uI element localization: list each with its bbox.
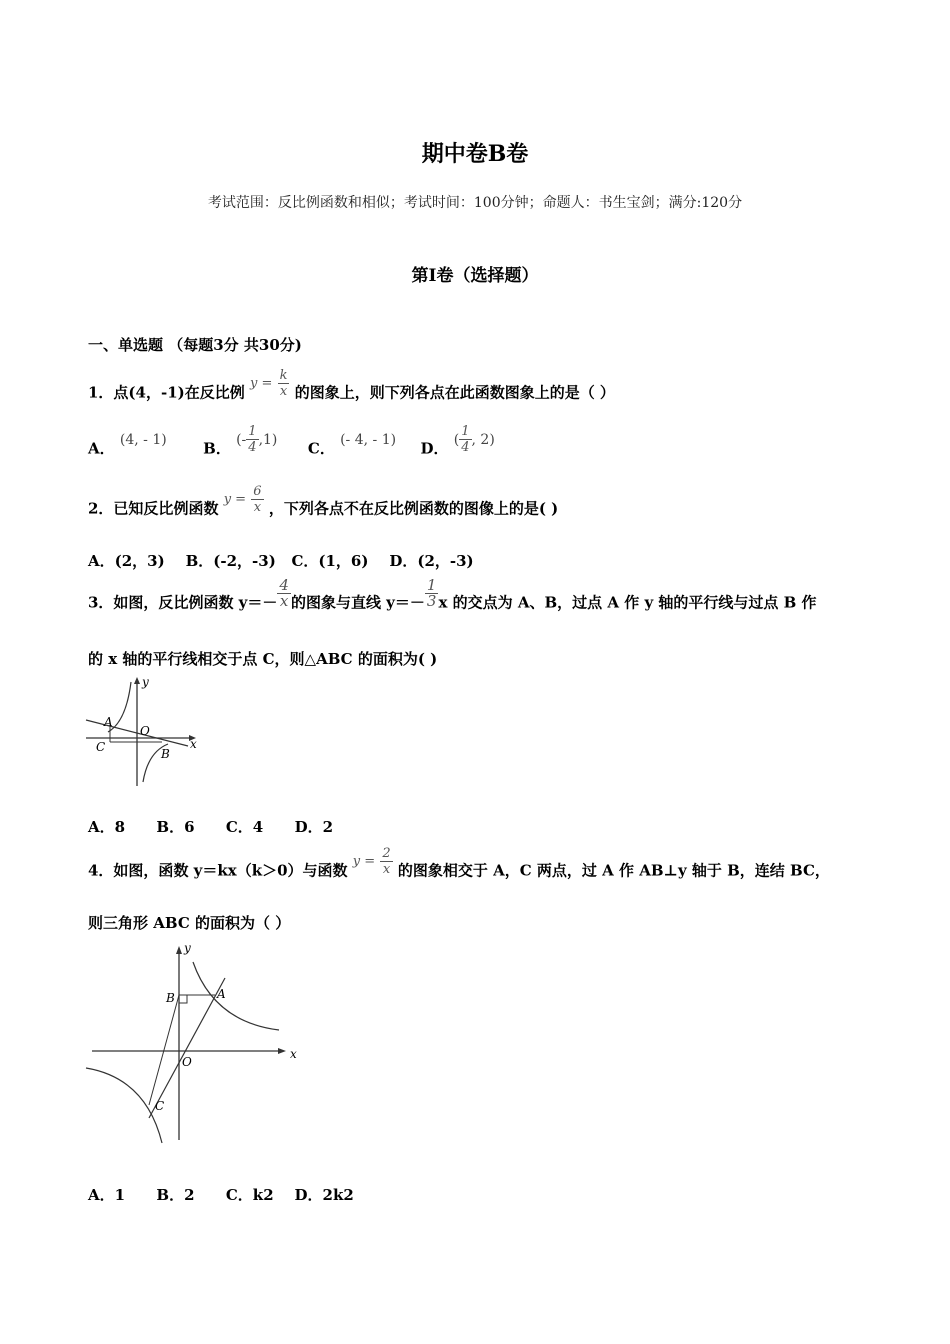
q4-hyperbola-right bbox=[193, 962, 279, 1030]
q3-text-post: x 的交点为 A、B，过点 A 作 y 轴的平行线与过点 B 作 bbox=[438, 593, 817, 612]
q1-option-d: ( $\frac{1}{4}$ , 2) bbox=[453, 424, 495, 455]
q1-text-post: 的图象上，则下列各点在此函数图象上的是（ ） bbox=[294, 383, 615, 402]
q2-text-pre: 2．已知反比例函数 bbox=[88, 499, 219, 518]
q1-option-c: (- 4, - 1) bbox=[340, 431, 397, 448]
q3-label-c: C bbox=[96, 740, 106, 754]
q1-option-c-label: C． bbox=[307, 439, 335, 458]
q4-label-y: y bbox=[184, 941, 191, 955]
q3-label-o: O bbox=[140, 724, 150, 738]
q4-segment-bc bbox=[149, 995, 179, 1105]
q3-options: A．8 B．6 C．4 D．2 bbox=[88, 818, 334, 836]
q2-options: A．(2，3) B．(-2，-3) C．(1，6) D．(2，-3) bbox=[88, 552, 474, 570]
q3-y-arrow bbox=[134, 677, 140, 684]
section-heading: 一、单选题 （每题3分 共30分) bbox=[88, 336, 302, 354]
q3-label-a: A bbox=[104, 715, 113, 729]
part-title: 第I卷（选择题） bbox=[411, 266, 539, 286]
question-4 bbox=[88, 846, 830, 887]
q3-label-b: B bbox=[161, 747, 170, 761]
q4-text-post: 的图象相交于 A，C 两点，过 A 作 AB⊥y 轴于 B，连结 BC， bbox=[397, 861, 830, 880]
q3-label-x: x bbox=[190, 737, 197, 751]
q4-func-fraction: $\frac{2}{x}$ bbox=[382, 846, 391, 877]
q3-text-mid: 的图象与直线 y＝－ bbox=[290, 593, 425, 612]
question-2 bbox=[88, 484, 559, 525]
q1-options bbox=[88, 424, 495, 465]
q4-text-line2: 则三角形 ABC 的面积为（ ） bbox=[88, 914, 291, 932]
q1-func-fraction: $\frac{k}{x}$ bbox=[279, 368, 288, 399]
q1-option-b-label: B． bbox=[203, 439, 231, 458]
q4-label-a: A bbox=[217, 987, 226, 1001]
q4-text-pre: 4．如图，函数 y＝kx（k＞0）与函数 bbox=[88, 861, 348, 880]
question-3 bbox=[88, 576, 817, 619]
q4-figure bbox=[84, 940, 304, 1145]
question-1 bbox=[88, 368, 615, 409]
q4-options: A．1 B．2 C．k2 D．2k2 bbox=[88, 1186, 354, 1204]
q4-label-b: B bbox=[166, 991, 175, 1005]
q4-label-o: O bbox=[182, 1055, 192, 1069]
q4-x-arrow bbox=[278, 1048, 286, 1054]
q3-figure bbox=[84, 674, 204, 792]
exam-info: 考试范围：反比例函数和相似；考试时间：100分钟；命题人：书生宝剑；满分:120分 bbox=[207, 195, 743, 211]
q3-fraction-1: $\frac{4}{x}$ bbox=[279, 576, 289, 610]
q1-option-a-label: A． bbox=[88, 439, 115, 458]
q3-fraction-2: $\frac{1}{3}$ bbox=[426, 576, 437, 610]
q2-text-post: ，下列各点不在反比例函数的图像上的是( ) bbox=[268, 499, 559, 518]
q3-text-line2: 的 x 轴的平行线相交于点 C，则△ABC 的面积为( ) bbox=[88, 650, 438, 668]
q2-func-fraction: $\frac{6}{x}$ bbox=[253, 484, 262, 515]
q4-y-arrow bbox=[176, 946, 182, 954]
q4-hyperbola-left bbox=[86, 1068, 165, 1143]
page-title: 期中卷B卷 bbox=[421, 141, 529, 167]
q1-option-a: (4, - 1) bbox=[119, 431, 167, 448]
q4-label-c: C bbox=[155, 1099, 165, 1113]
q4-right-angle-mark bbox=[179, 995, 187, 1003]
q4-func-lhs: y = bbox=[352, 854, 376, 869]
q1-option-b: (- $\frac{1}{4}$ ,1) bbox=[236, 424, 278, 455]
q4-label-x: x bbox=[290, 1047, 297, 1061]
q1-text-pre: 1．点(4，-1)在反比例 bbox=[88, 383, 245, 402]
q3-label-y: y bbox=[142, 675, 149, 689]
q1-func-lhs: y = bbox=[249, 376, 273, 391]
q1-option-d-label: D． bbox=[420, 439, 449, 458]
q2-func-lhs: y = bbox=[223, 492, 247, 507]
q3-text-pre: 3．如图，反比例函数 y＝－ bbox=[88, 593, 278, 612]
